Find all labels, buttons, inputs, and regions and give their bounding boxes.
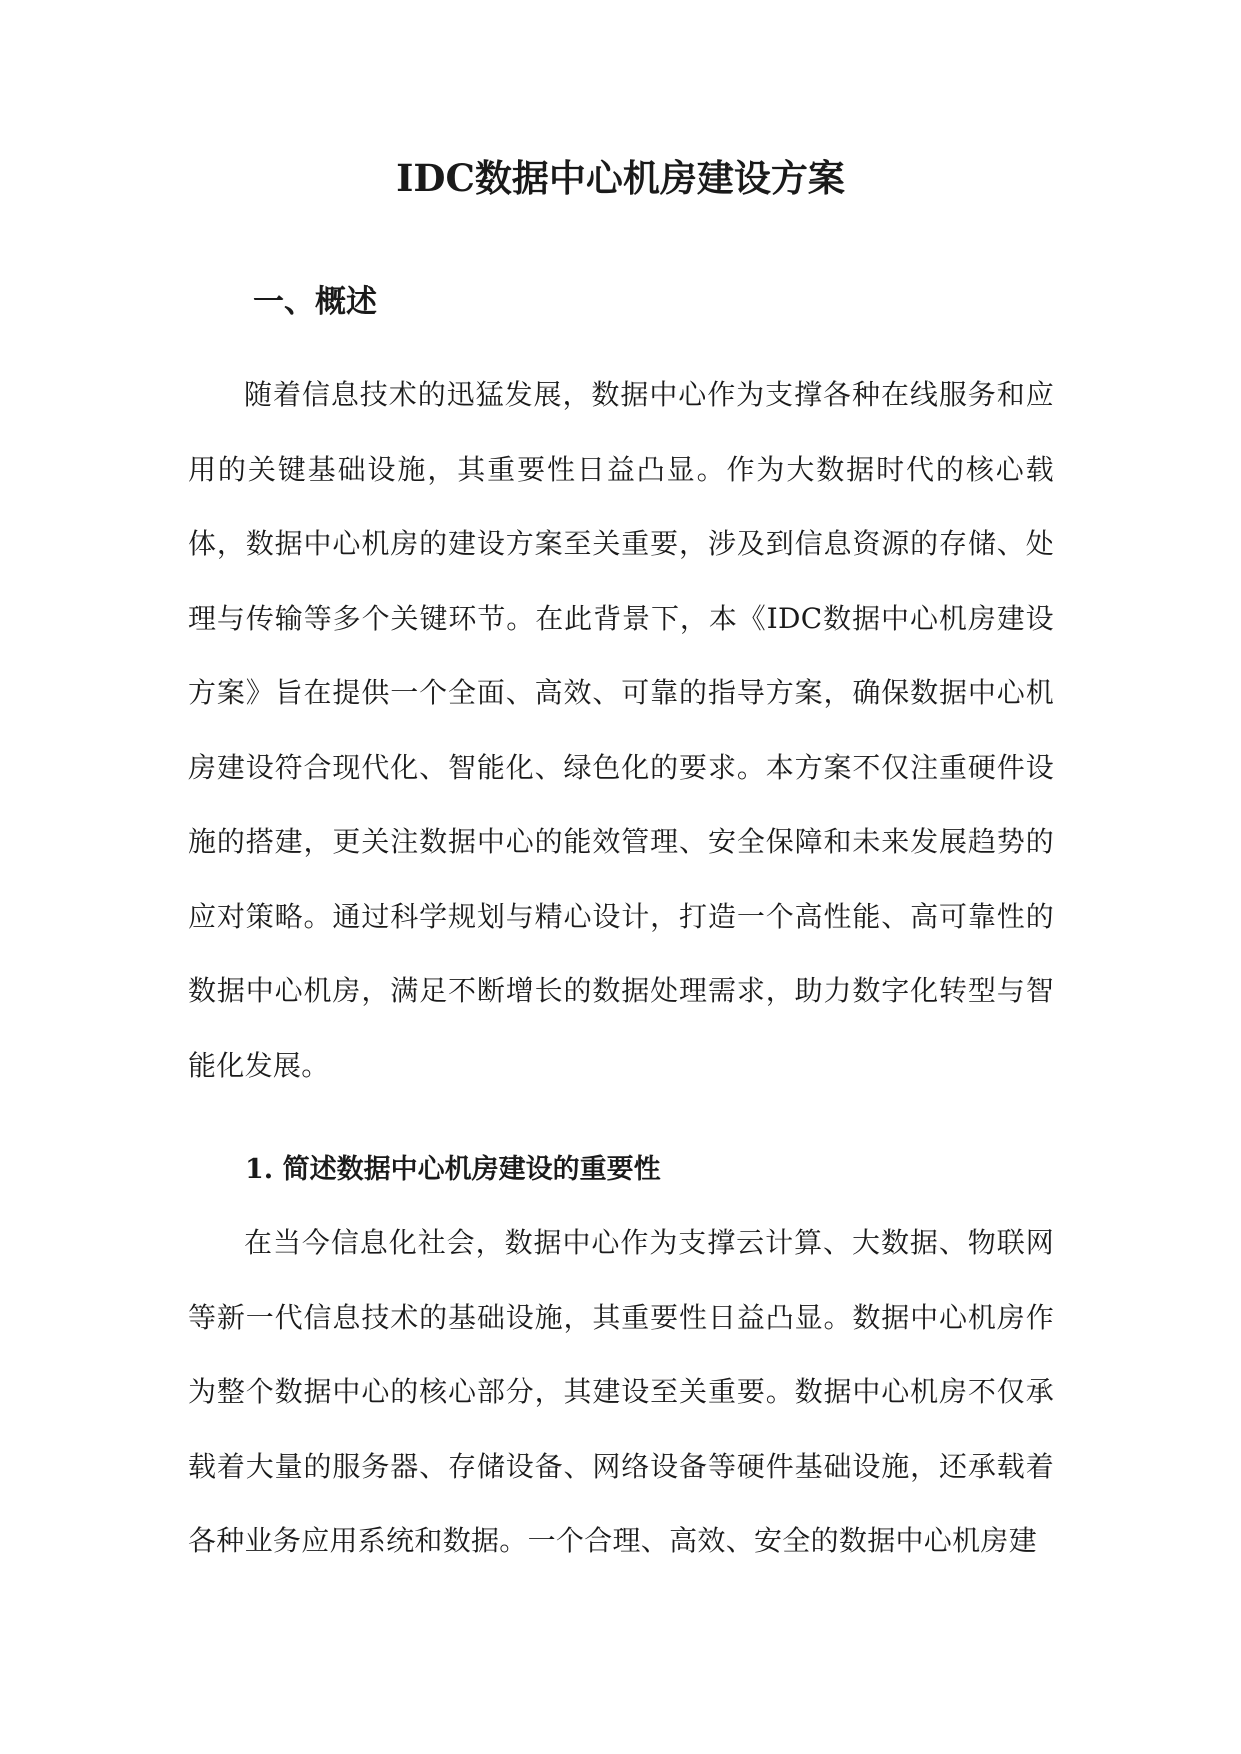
- overview-paragraph: 随着信息技术的迅猛发展，数据中心作为支撑各种在线服务和应用的关键基础设施，其重要性日益凸显。作为大数据时代的核心载体，数据中心机房的建设方案至关重要，涉及到信息资源的存储、处理与传输等多个关键环节。在此背景下，本《IDC数据中心机房建设方案》旨在提供一个全面、高效、可靠的指导方案，确保数据中心机房建设符合现代化、智能化、绿色化的要求。本方案不仅注重硬件设施的搭建，更关注数据中心的能效管理、安全保障和未来发展趋势的应对策略。通过科学规划与精心设计，打造一个高性能、高可靠性的数据中心机房，满足不断增长的数据处理需求，助力数字化转型与智能化发展。: [188, 378, 1054, 1082]
- subsection-heading-importance: 1. 简述数据中心机房建设的重要性: [245, 1154, 661, 1185]
- importance-paragraph: 在当今信息化社会，数据中心作为支撑云计算、大数据、物联网等新一代信息技术的基础设施，其重要性日益凸显。数据中心机房作为整个数据中心的核心部分，其建设至关重要。数据中心机房不仅承载着大量的服务器、存储设备、网络设备等硬件基础设施，还承载着各种业务应用系统和数据。一个合理、高效、安全的数据中心机房建: [188, 1226, 1054, 1557]
- section-heading-overview: 一、概述: [253, 284, 377, 320]
- document-title: IDC数据中心机房建设方案: [396, 156, 845, 200]
